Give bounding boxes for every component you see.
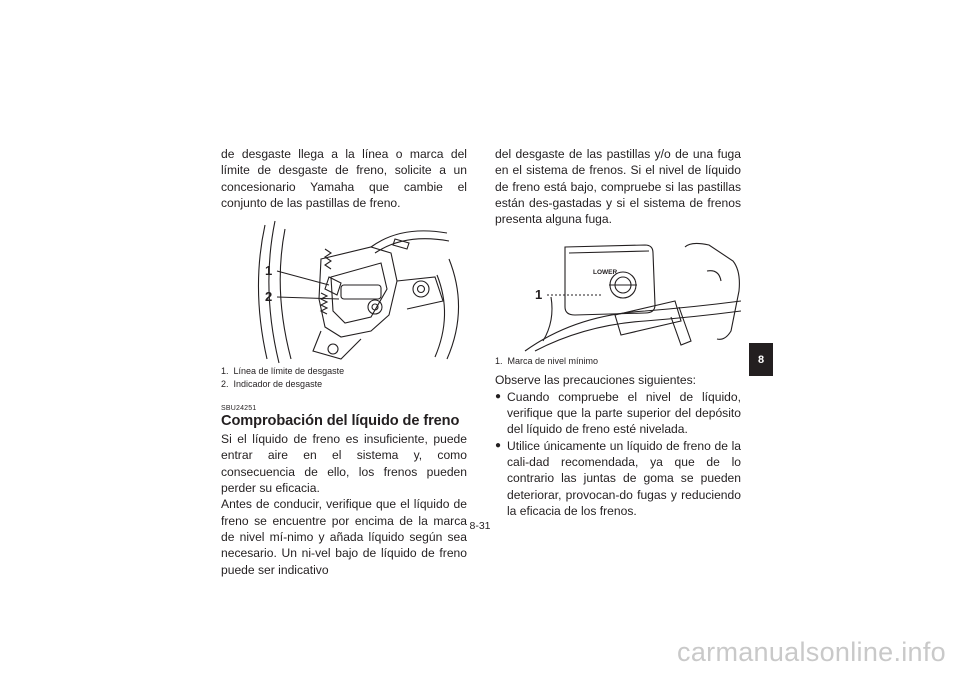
bullet-icon: ● [495,390,502,402]
section-code: SBU24251 [221,405,257,413]
reservoir-figure [495,241,741,353]
brake-caliper-illustration [221,219,467,365]
section-heading: Comprobación del líquido de freno [221,413,460,430]
brake-reservoir-illustration [495,241,741,353]
chapter-tab: 8 [749,343,773,376]
caption-right: 1. Marca de nivel mínimo [495,356,599,367]
caption-1: 1. Línea de límite de desgaste [221,366,345,377]
brake-pad-figure [221,219,467,365]
left-paragraph-2: Antes de conducir, verifique que el líquido de freno se encuentre por encima de la marca de nivel mí-nimo y añada líquido según sea necesario. Un ni-vel bajo de líquido de freno puede ser indicativo [221,497,467,577]
right-column [495,146,741,519]
figure-label-1: 1 [265,263,273,279]
list-item: ● Utilice únicamente un líquido de freno de la cali-dad recomendada, ya que de lo contrario las juntas de goma se pueden deteriorar, provocan-do fugas y reduciendo la eficacia de los frenos. [495,438,741,518]
caption-2: 2. Indicador de desgaste [221,379,323,390]
left-column [221,146,467,578]
watermark: carmanualsonline.info [677,637,946,667]
lower-mark-text: LOWER [593,269,618,277]
precautions-list [495,389,741,519]
page-number: 8-31 [469,520,491,532]
figure-label-2: 2 [265,289,273,305]
bullet-icon: ● [495,439,502,451]
left-paragraph-1: Si el líquido de freno es insuficiente, puede entrar aire en el sistema y, como consecuencia de ello, los frenos pueden perder su eficacia. [221,432,467,496]
list-item: ● Cuando compruebe el nivel de líquido, verifique que la parte superior del depósito del líquido de freno esté nivelada. [495,389,741,437]
precautions-intro: Observe las precauciones siguientes: [495,373,696,388]
right-paragraph-top: del desgaste de las pastillas y/o de una fuga en el sistema de frenos. Si el nivel de líquido de freno está bajo, compruebe si las pastillas están des-gastadas y si el sistema de frenos presenta alguna fuga. [495,147,741,227]
figure-label-1-right: 1 [535,287,543,303]
left-paragraph-top: de desgaste llega a la línea o marca del límite de desgaste de freno, solicite a un concesionario Yamaha que cambie el conjunto de las pastillas de freno. [221,147,467,210]
